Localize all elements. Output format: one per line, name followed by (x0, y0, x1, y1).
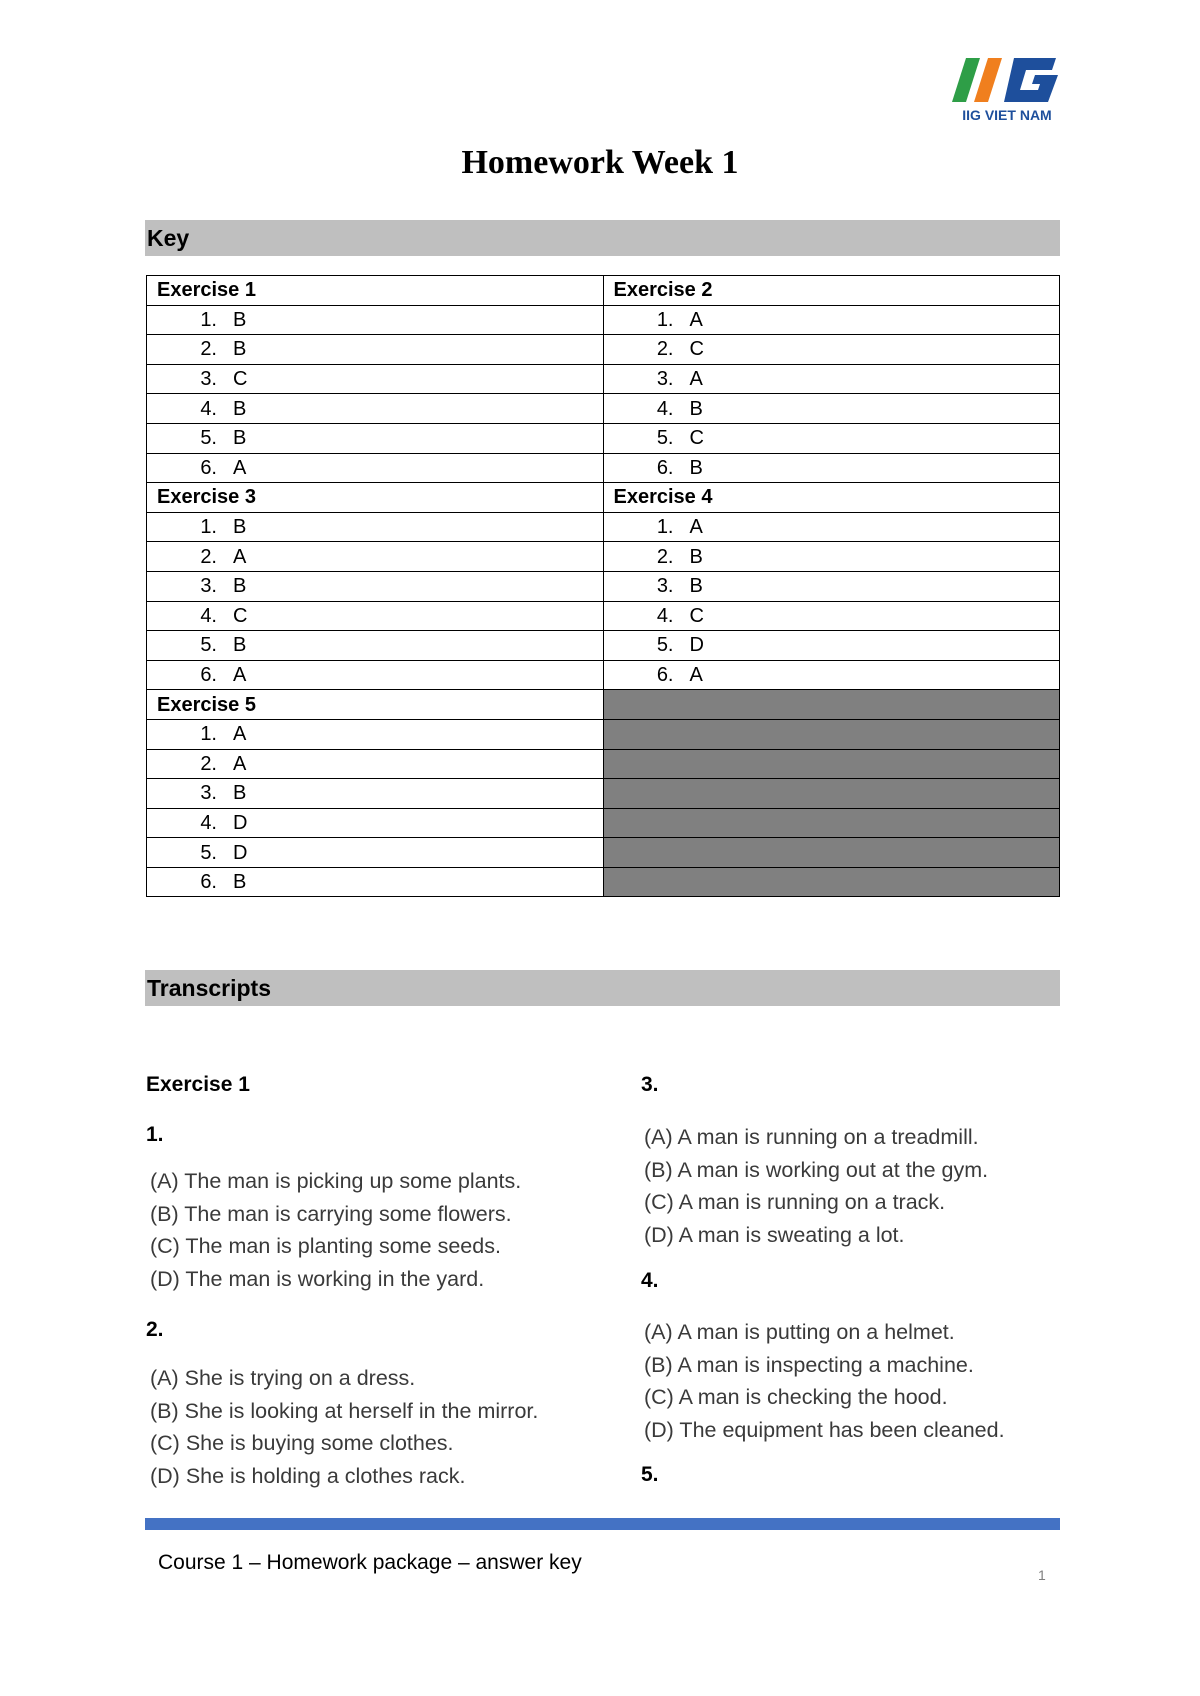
exercise-header-cell: Exercise 2 (603, 276, 1060, 306)
answer-letter: B (233, 338, 247, 361)
key-row (147, 690, 1060, 720)
answer-letter: B (233, 308, 247, 331)
answer-cell (147, 838, 604, 868)
answer-letter: B (233, 871, 247, 894)
item-number: 4. (656, 397, 674, 420)
key-row (147, 867, 1060, 897)
answer-cell (603, 601, 1060, 631)
answer-letter: A (689, 308, 703, 331)
answer-key-table (146, 275, 1060, 897)
answer-cell (603, 542, 1060, 572)
key-row (147, 512, 1060, 542)
answer-letter: B (233, 634, 247, 657)
answer-letter: D (689, 634, 704, 657)
key-row (147, 571, 1060, 601)
answer-cell (147, 305, 604, 335)
answer-cell (603, 423, 1060, 453)
item-number: 4. (200, 811, 217, 834)
answer-cell (603, 631, 1060, 661)
item-number: 1. (200, 308, 217, 331)
option: (A) She is trying on a dress. (150, 1366, 416, 1390)
answer-cell (147, 542, 604, 572)
answer-letter: C (689, 427, 704, 450)
empty-cell (603, 779, 1060, 809)
question-options (644, 1121, 988, 1251)
item-number: 6. (656, 456, 674, 479)
key-row (147, 838, 1060, 868)
answer-letter: A (689, 368, 703, 391)
answer-cell (147, 601, 604, 631)
answer-cell (147, 423, 604, 453)
item-number: 2. (656, 545, 674, 568)
exercise-header-cell: Exercise 3 (147, 483, 604, 513)
option: (B) A man is working out at the gym. (644, 1157, 989, 1182)
item-number: 1. (200, 723, 217, 746)
exercise-header-cell: Exercise 4 (603, 483, 1060, 513)
item-number: 6. (200, 664, 217, 687)
item-number: 4. (200, 604, 217, 627)
key-row (147, 631, 1060, 661)
item-number: 1. (656, 516, 674, 539)
key-row (147, 601, 1060, 631)
option: (D) A man is sweating a lot. (644, 1222, 905, 1247)
item-number: 1. (200, 516, 217, 539)
answer-letter: A (233, 664, 247, 687)
answer-letter: B (233, 575, 247, 598)
key-row (147, 305, 1060, 335)
item-number: 6. (200, 871, 217, 894)
option: (D) She is holding a clothes rack. (150, 1463, 466, 1488)
question-label: 5. (641, 1463, 659, 1486)
key-row (147, 364, 1060, 394)
transcripts-section-heading: Transcripts (145, 970, 1060, 1006)
key-row (147, 749, 1060, 779)
answer-cell (603, 660, 1060, 690)
answer-cell (147, 512, 604, 542)
option: (B) A man is inspecting a machine. (644, 1352, 974, 1377)
option: (A) The man is picking up some plants. (150, 1169, 522, 1193)
key-row (147, 394, 1060, 424)
question-options (150, 1165, 521, 1295)
question-label: 4. (641, 1269, 659, 1292)
answer-cell (147, 364, 604, 394)
answer-letter: A (689, 664, 703, 687)
key-row (147, 719, 1060, 749)
key-row (147, 276, 1060, 306)
item-number: 5. (656, 427, 674, 450)
answer-cell (147, 719, 604, 749)
exercise-header-cell: Exercise 1 (147, 276, 604, 306)
item-number: 2. (656, 338, 674, 361)
answer-letter: B (233, 397, 247, 420)
question-options (644, 1316, 1005, 1446)
answer-cell (147, 867, 604, 897)
footer-bar (145, 1518, 1060, 1530)
iig-logo (952, 54, 1062, 126)
answer-cell (147, 335, 604, 365)
item-number: 5. (200, 427, 217, 450)
answer-letter: A (233, 456, 247, 479)
empty-cell (603, 749, 1060, 779)
answer-letter: A (233, 723, 247, 746)
logo-text: IIG VIET NAM (962, 107, 1052, 123)
answer-cell (603, 571, 1060, 601)
option: (C) The man is planting some seeds. (150, 1234, 501, 1258)
answer-cell (147, 808, 604, 838)
answer-cell (147, 571, 604, 601)
option: (A) A man is putting on a helmet. (644, 1320, 955, 1344)
option: (A) A man is running on a treadmill. (644, 1125, 979, 1149)
answer-cell (603, 394, 1060, 424)
option: (D) The equipment has been cleaned. (644, 1417, 1005, 1442)
page-title: Homework Week 1 (461, 144, 739, 181)
answer-letter: B (233, 782, 247, 805)
key-row (147, 542, 1060, 572)
answer-letter: B (689, 397, 703, 420)
item-number: 3. (200, 575, 217, 598)
item-number: 4. (200, 397, 217, 420)
key-row (147, 808, 1060, 838)
answer-letter: D (233, 841, 248, 864)
key-row (147, 483, 1060, 513)
item-number: 6. (656, 664, 674, 687)
option: (B) The man is carrying some flowers. (150, 1201, 512, 1226)
answer-cell (147, 631, 604, 661)
question-label: 3. (641, 1073, 659, 1096)
answer-cell (147, 394, 604, 424)
item-number: 6. (200, 456, 217, 479)
answer-cell (147, 660, 604, 690)
key-row (147, 423, 1060, 453)
option: (C) A man is checking the hood. (644, 1385, 948, 1409)
key-section-heading: Key (145, 220, 1060, 256)
item-number: 5. (200, 841, 217, 864)
footer-text: Course 1 – Homework package – answer key (158, 1551, 582, 1574)
item-number: 1. (656, 308, 674, 331)
answer-letter: D (233, 811, 248, 834)
answer-letter: B (689, 545, 703, 568)
empty-cell (603, 867, 1060, 897)
option: (B) She is looking at herself in the mirror. (150, 1398, 539, 1423)
answer-letter: C (233, 604, 248, 627)
answer-letter: C (233, 368, 248, 391)
exercise-title: Exercise 1 (146, 1073, 250, 1096)
answer-letter: C (689, 604, 704, 627)
answer-letter: B (689, 575, 703, 598)
item-number: 3. (200, 368, 217, 391)
item-number: 3. (200, 782, 217, 805)
empty-cell (603, 808, 1060, 838)
answer-letter: A (233, 752, 247, 775)
item-number: 3. (656, 368, 674, 391)
answer-letter: B (233, 427, 247, 450)
item-number: 2. (200, 545, 217, 568)
answer-cell (603, 335, 1060, 365)
answer-letter: B (233, 516, 247, 539)
option: (C) She is buying some clothes. (150, 1431, 454, 1455)
answer-letter: C (689, 338, 704, 361)
answer-letter: B (689, 456, 703, 479)
page-number: 1 (1038, 1567, 1046, 1583)
item-number: 3. (656, 575, 674, 598)
answer-cell (147, 779, 604, 809)
option: (D) The man is working in the yard. (150, 1266, 485, 1291)
question-label: 2. (146, 1318, 164, 1341)
option: (C) A man is running on a track. (644, 1190, 946, 1214)
key-row (147, 660, 1060, 690)
answer-letter: A (233, 545, 247, 568)
iig-logo-mark (952, 54, 1062, 106)
item-number: 2. (200, 752, 217, 775)
answer-cell (603, 512, 1060, 542)
answer-cell (603, 305, 1060, 335)
item-number: 2. (200, 338, 217, 361)
question-options (150, 1362, 538, 1492)
key-row (147, 335, 1060, 365)
item-number: 5. (656, 634, 674, 657)
exercise-header-cell: Exercise 5 (147, 690, 604, 720)
question-label: 1. (146, 1123, 164, 1146)
item-number: 5. (200, 634, 217, 657)
answer-cell (147, 453, 604, 483)
empty-cell (603, 719, 1060, 749)
answer-cell (603, 453, 1060, 483)
item-number: 4. (656, 604, 674, 627)
empty-cell (603, 838, 1060, 868)
answer-letter: A (689, 516, 703, 539)
empty-cell (603, 690, 1060, 720)
answer-cell (603, 364, 1060, 394)
answer-cell (147, 749, 604, 779)
key-row (147, 453, 1060, 483)
key-row (147, 779, 1060, 809)
